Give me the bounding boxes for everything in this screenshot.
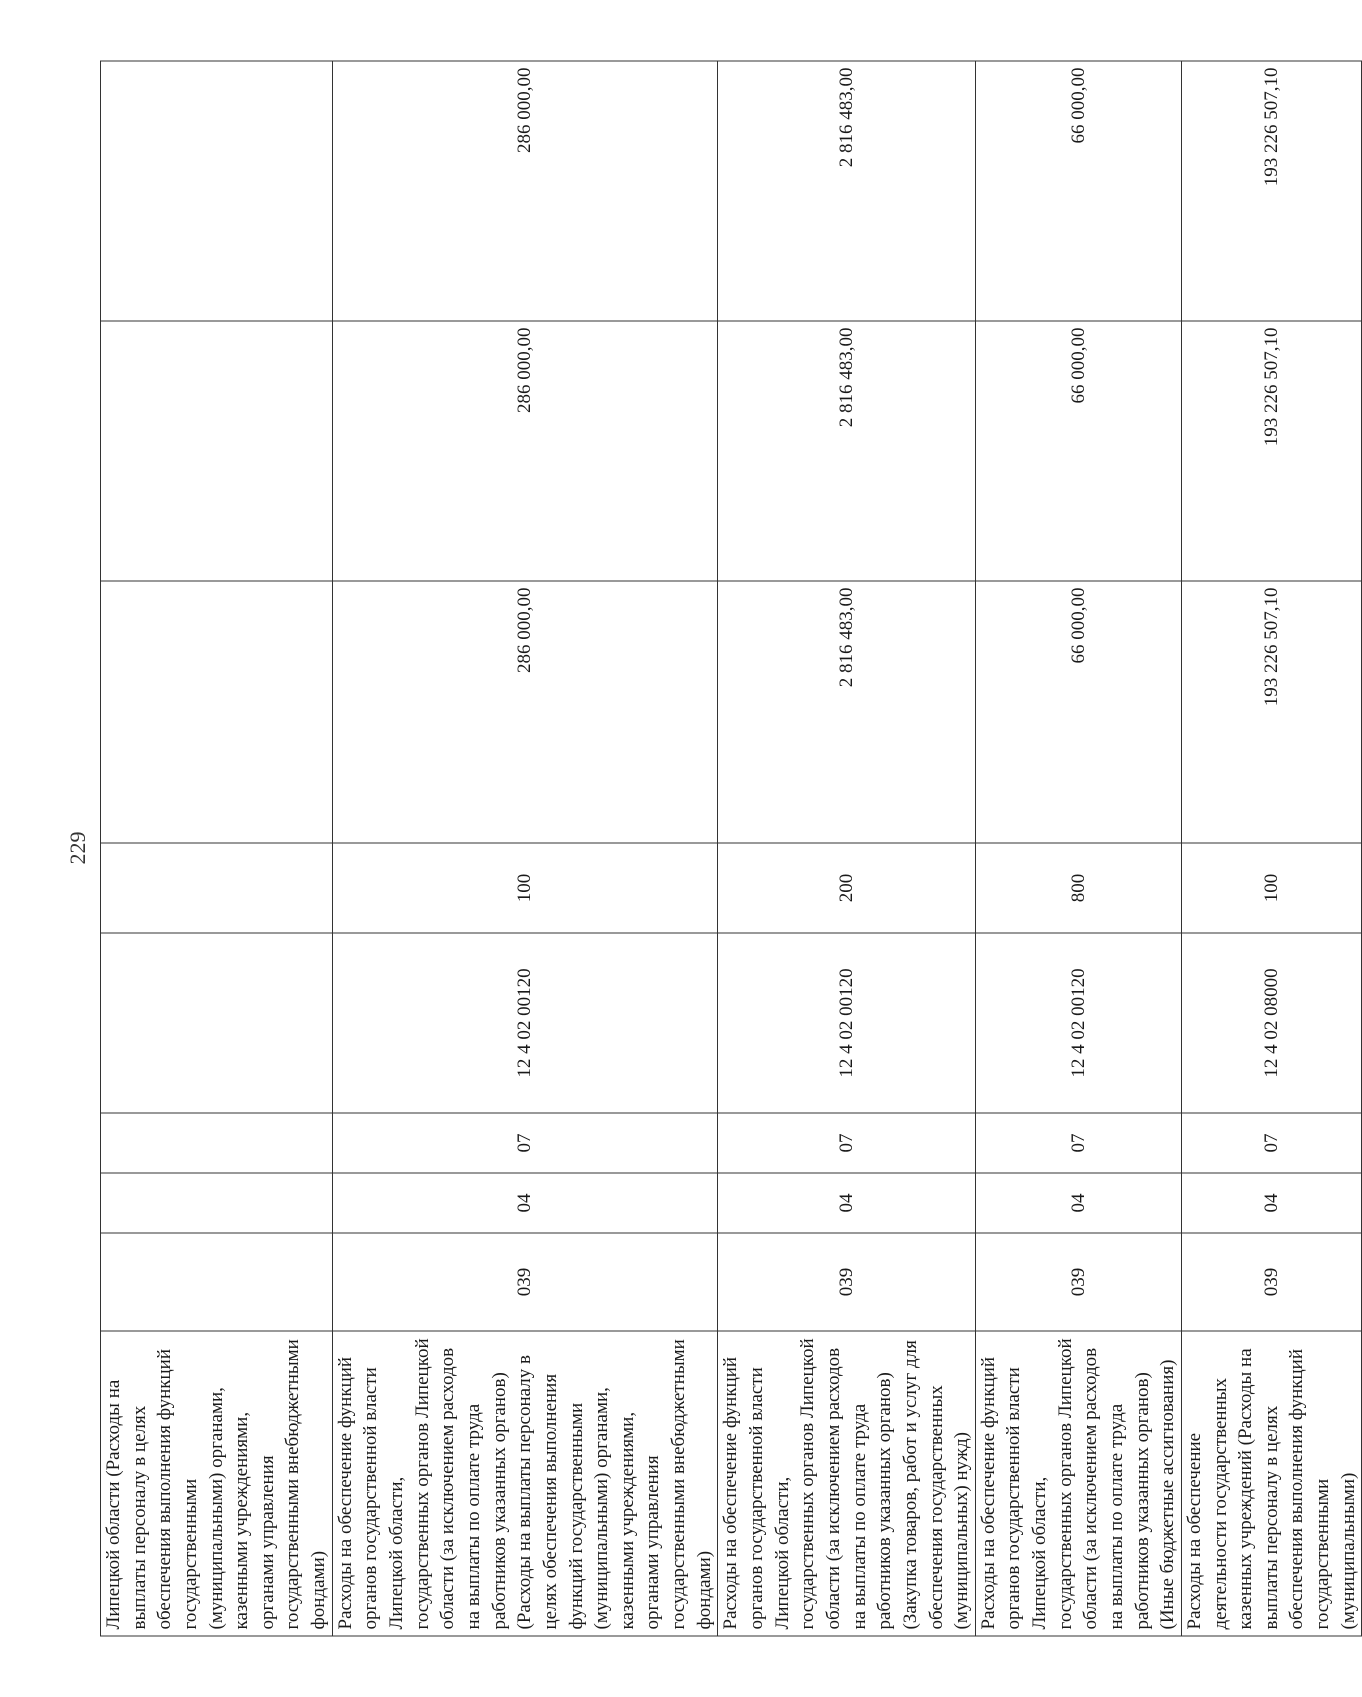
row-description: Расходы на обеспечение функций органов государственной власти Липецкой области, государственных органов Липецкой области (за исключением расходов на выплаты по оплате труда работников указанных органов) (Иные бюджетные ассигнования) [975,1331,1181,1636]
table-row [975,61,1181,1636]
amount-2: 286 000,00 [332,321,718,581]
amount-3: 2 816 483,00 [718,61,975,321]
amount-3: 286 000,00 [332,61,718,321]
amount-1 [101,581,333,843]
subsection-code: 07 [718,1113,975,1173]
amount-1: 193 226 507,10 [1181,581,1361,843]
row-description: Расходы на обеспечение функций органов государственной власти Липецкой области, государственных органов Липецкой области (за исключением расходов на выплаты по оплате труда работников указанных органов) (Расходы на выплаты персоналу в целях обеспечения выполнения функций государственными (муниципальными) органами, казенными учреждениями, органами управления государственными внебюджетными фондами) [332,1331,718,1636]
row-description: Липецкой области (Расходы на выплаты персоналу в целях обеспечения выполнения функций государственными (муниципальными) органами, казенными учреждениями, органами управления государственными внебюджетными фондами) [101,1331,333,1636]
amount-2: 66 000,00 [975,321,1181,581]
amount-1: 286 000,00 [332,581,718,843]
expense-type-code: 200 [718,843,975,933]
target-article-code: 12 4 02 00120 [332,933,718,1113]
row-description: Расходы на обеспечение деятельности государственных казенных учреждений (Расходы на выплаты персоналу в целях обеспечения выполнения функций государственными (муниципальными) [1181,1331,1361,1636]
amount-3 [101,61,333,321]
subsection-code: 07 [975,1113,1181,1173]
table-row [718,61,975,1636]
admin-code: 039 [718,1233,975,1331]
section-code: 04 [975,1173,1181,1233]
admin-code [101,1233,333,1331]
section-code: 04 [332,1173,718,1233]
expense-type-code: 800 [975,843,1181,933]
admin-code: 039 [332,1233,718,1331]
page-number: 229 [65,831,90,865]
target-article-code: 12 4 02 00120 [975,933,1181,1113]
section-code [101,1173,333,1233]
target-article-code [101,933,333,1113]
target-article-code: 12 4 02 00120 [718,933,975,1113]
admin-code: 039 [975,1233,1181,1331]
amount-3: 193 226 507,10 [1181,61,1361,321]
expense-type-code: 100 [1181,843,1361,933]
row-description: Расходы на обеспечение функций органов государственной власти Липецкой области, государственных органов Липецкой области (за исключением расходов на выплаты по оплате труда работников указанных органов) (Закупка товаров, работ и услуг для обеспечения государственных (муниципальных) нужд) [718,1331,975,1636]
amount-1: 66 000,00 [975,581,1181,843]
admin-code: 039 [1181,1233,1361,1331]
amount-2: 193 226 507,10 [1181,321,1361,581]
subsection-code: 07 [1181,1113,1361,1173]
section-code: 04 [1181,1173,1361,1233]
amount-3: 66 000,00 [975,61,1181,321]
expense-type-code: 100 [332,843,718,933]
table-row [332,61,718,1636]
table-row [101,61,333,1636]
rotated-budget-table-wrapper [100,62,1359,1637]
amount-2 [101,321,333,581]
target-article-code: 12 4 02 08000 [1181,933,1361,1113]
subsection-code [101,1113,333,1173]
budget-table [100,61,1362,1637]
expense-type-code [101,843,333,933]
amount-1: 2 816 483,00 [718,581,975,843]
section-code: 04 [718,1173,975,1233]
table-row [1181,61,1361,1636]
subsection-code: 07 [332,1113,718,1173]
amount-2: 2 816 483,00 [718,321,975,581]
